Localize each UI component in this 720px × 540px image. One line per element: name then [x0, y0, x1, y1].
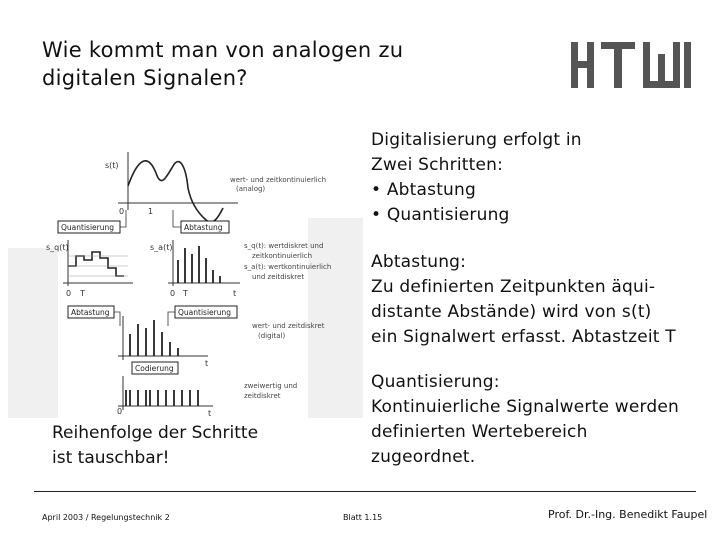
footer-date: April 2003 / Regelungstechnik 2: [42, 513, 170, 522]
svg-text:(digital): (digital): [258, 332, 286, 340]
footer-divider: [34, 491, 696, 492]
abtastung-box-2: [68, 306, 114, 318]
tick-1-top: 1: [148, 207, 154, 216]
svg-text:zeitkontinuierlich: zeitkontinuierlich: [252, 252, 313, 260]
order-note: Reihenfolge der Schritte ist tauschbar!: [52, 423, 259, 468]
intro-text: Digitalisierung erfolgt in Zwei Schritten: • Abtastung • Quantisierung: [371, 130, 582, 225]
svg-text:zeitdiskret: zeitdiskret: [244, 392, 281, 400]
svg-text:s_q(t): wertdiskret und: s_q(t): wertdiskret und: [244, 242, 324, 250]
tick-0-top: 0: [119, 207, 125, 216]
svg-text:Abtastung: Abtastung: [184, 223, 223, 232]
quantisierung-box-1: [58, 221, 120, 233]
svg-text:0: 0: [117, 407, 123, 416]
svg-text:0: 0: [170, 289, 176, 298]
svg-text:und zeitdiskret: und zeitdiskret: [252, 273, 305, 281]
codierung-box: [132, 362, 178, 374]
svg-text:t: t: [233, 289, 237, 298]
digitization-figure: [8, 148, 363, 430]
footer-author: Prof. Dr.-Ing. Benedikt Faupel: [548, 508, 708, 521]
svg-text:0: 0: [66, 289, 72, 298]
quantized-signal-plot: [46, 240, 133, 298]
svg-text:Abtastung: Abtastung: [71, 308, 110, 317]
footer-page: Blatt 1.15: [343, 513, 383, 522]
svg-text:Quantisierung: Quantisierung: [178, 308, 231, 317]
abtastung-text: Abtastung: Zu definierten Zeitpunkten äqui- distante Abstände) wird von s(t) ein Signalwert erfasst. Abtastzeit T: [371, 252, 676, 347]
top-desc-2: (analog): [236, 185, 266, 193]
svg-text:t: t: [208, 409, 212, 418]
svg-text:s_a(t): wertkontinuierlich: s_a(t): wertkontinuierlich: [244, 263, 332, 271]
svg-text:T: T: [80, 289, 85, 298]
svg-text:T: T: [183, 289, 188, 298]
svg-text:t: t: [205, 359, 209, 368]
svg-text:Codierung: Codierung: [135, 364, 174, 373]
digital-signal-plot: [118, 316, 325, 368]
title-line-1: Wie kommt man von analogen zu: [42, 38, 404, 62]
htw-logo: [571, 40, 693, 90]
quantisierung-box-2: [175, 306, 237, 318]
quantisierung-text: Quantisierung: Kontinuierliche Signalwerte werden definierten Wertebereich zugeordnet.: [371, 372, 679, 467]
analog-signal-plot: [105, 152, 326, 222]
svg-text:s_q(t): s_q(t): [46, 243, 69, 252]
axis-label-s: s(t): [105, 161, 119, 170]
title-line-2: digitalen Signalen?: [42, 66, 248, 90]
sampled-signal-plot: [150, 240, 240, 298]
top-desc-1: wert- und zeitkontinuierlich: [230, 176, 327, 184]
svg-text:Quantisierung: Quantisierung: [61, 223, 114, 232]
svg-text:wert- und zeitdiskret: wert- und zeitdiskret: [252, 322, 325, 330]
svg-text:zweiwertig und: zweiwertig und: [244, 382, 298, 390]
binary-signal-plot: [117, 376, 297, 418]
abtastung-box-1: [181, 221, 229, 233]
slide-title: [42, 36, 403, 92]
svg-text:s_a(t): s_a(t): [150, 243, 173, 252]
